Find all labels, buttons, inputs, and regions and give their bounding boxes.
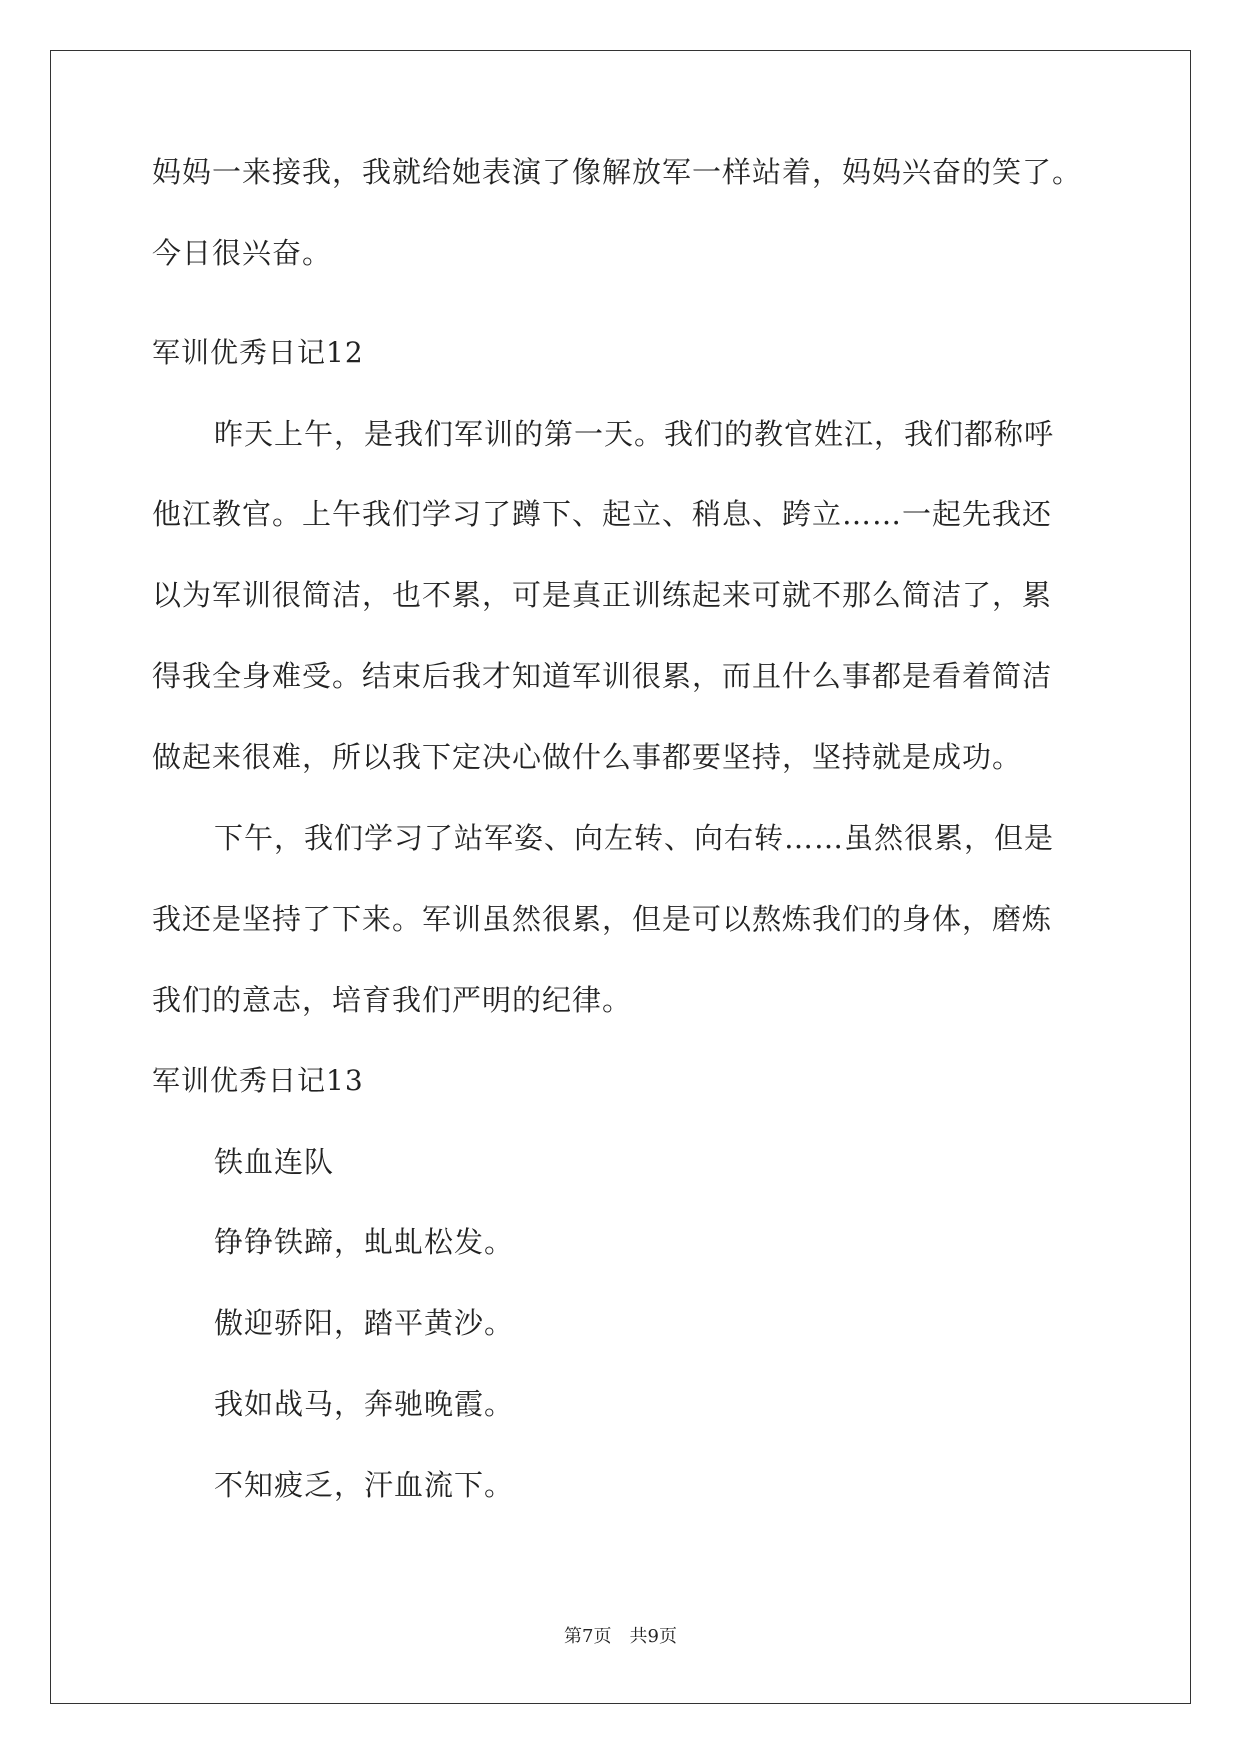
page-mid: 页 共 — [593, 1626, 648, 1647]
page-frame — [50, 50, 1191, 1704]
page-number-footer — [0, 1625, 1241, 1649]
page-suffix: 页 — [658, 1626, 677, 1647]
text-line: 得我全身难受。结束后我才知道军训很累，而且什么事都是看着简洁 — [152, 659, 1053, 693]
section-heading: 军训优秀日记12 — [152, 336, 364, 369]
poem-line: 不知疲乏，汗血流下。 — [214, 1468, 515, 1502]
poem-title: 铁血连队 — [214, 1145, 335, 1179]
text-line: 以为军训很简洁，也不累，可是真正训练起来可就不那么简洁了，累 — [152, 578, 1053, 612]
poem-line: 傲迎骄阳，踏平黄沙。 — [214, 1306, 515, 1340]
total-page-number: 9 — [647, 1626, 659, 1647]
text-line: 下午，我们学习了站军姿、向左转、向右转……虽然很累，但是 — [214, 821, 1055, 855]
text-line: 妈妈一来接我，我就给她表演了像解放军一样站着，妈妈兴奋的笑了。 — [152, 155, 1083, 189]
poem-line: 铮铮铁蹄，虬虬松发。 — [214, 1225, 515, 1259]
current-page-number: 7 — [582, 1626, 594, 1647]
text-line: 我还是坚持了下来。军训虽然很累，但是可以熬炼我们的身体，磨炼 — [152, 902, 1053, 936]
section-heading: 军训优秀日记13 — [152, 1064, 364, 1097]
text-line: 昨天上午，是我们军训的第一天。我们的教官姓江，我们都称呼 — [214, 417, 1055, 451]
page-prefix: 第 — [564, 1626, 583, 1647]
text-line: 我们的意志，培育我们严明的纪律。 — [152, 983, 633, 1017]
text-line: 他江教官。上午我们学习了蹲下、起立、稍息、跨立……一起先我还 — [152, 497, 1053, 531]
poem-line: 我如战马，奔驰晚霞。 — [214, 1387, 515, 1421]
text-line: 做起来很难，所以我下定决心做什么事都要坚持，坚持就是成功。 — [152, 740, 1023, 774]
text-line: 今日很兴奋。 — [152, 236, 333, 270]
